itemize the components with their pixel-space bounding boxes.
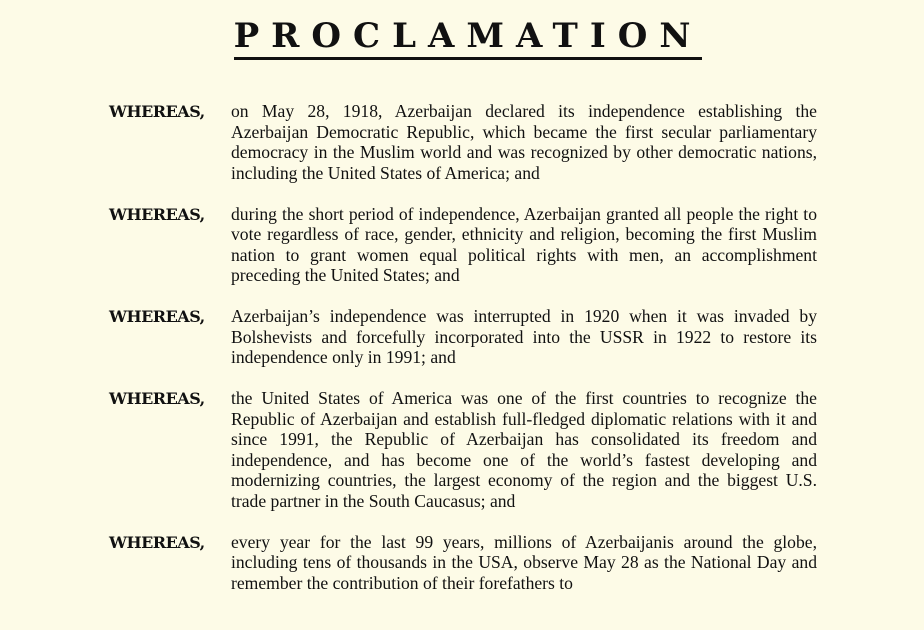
- clause-text: during the short period of independence, Azerbaijan granted all people the right to vote regardless of race, gender, ethnicity and religion, becoming the first Muslim nation to grant women equal political rights with men, an accomplishment preceding the United States; and: [231, 203, 817, 285]
- clause: [0, 306, 924, 368]
- clause-text: the United States of America was one of the first countries to recognize the Republic of Azerbaijan and establish full-fledged diplomatic relations with it and since 1991, the Republic of Azerbaijan has consolidated its freedom and independence, and has become one of the world’s fastest developing and modernizing countries, the largest economy of the region and the biggest U.S. trade partner in the South Caucasus; and: [231, 388, 817, 511]
- clause-text: on May 28, 1918, Azerbaijan declared its independence establishing the Azerbaijan Democratic Republic, which became the first secular parliamentary democracy in the Muslim world and was recognized by other democratic nations, including the United States of America; and: [231, 101, 817, 183]
- clause-text: every year for the last 99 years, millions of Azerbaijanis around the globe, including tens of thousands in the USA, observe May 28 as the National Day and remember the contribution of their forefathers to: [231, 531, 817, 593]
- clause-label: WHEREAS,: [109, 102, 205, 121]
- clause: [0, 388, 924, 511]
- clause-label: WHEREAS,: [109, 307, 205, 326]
- page-title-text: PROCLAMATION: [234, 16, 703, 60]
- proclamation-body: [0, 101, 924, 614]
- clause: [0, 204, 924, 286]
- clause-label: WHEREAS,: [109, 532, 205, 552]
- clause-text: Azerbaijan’s independence was interrupted in 1920 when it was invaded by Bolshevists and forcefully incorporated into the USSR in 1922 to restore its independence only in 1991; and: [231, 306, 817, 367]
- page-title: [0, 16, 924, 56]
- clause-label: WHEREAS,: [109, 204, 205, 224]
- clause: [0, 532, 924, 594]
- clause: [0, 101, 924, 183]
- clause-label: WHEREAS,: [109, 389, 205, 408]
